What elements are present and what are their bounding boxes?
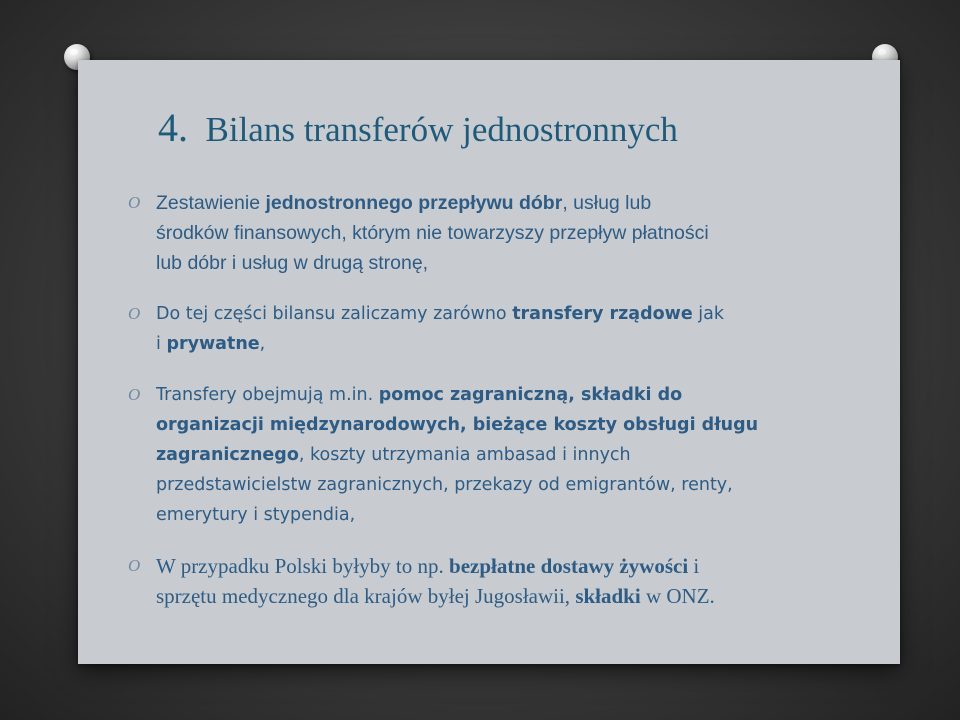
- bold-text: składki: [575, 584, 641, 608]
- bullet-marker-icon: O: [128, 556, 141, 575]
- text-segment: W przypadku Polski byłyby to np.: [156, 554, 450, 578]
- text-segment: Zestawienie: [156, 192, 266, 214]
- slide-title: [158, 104, 888, 154]
- bullet-line: [156, 500, 868, 530]
- bullet-marker-icon: O: [128, 304, 141, 323]
- text-segment: ,: [259, 334, 266, 354]
- text-segment: emerytury i stypendia,: [156, 505, 356, 525]
- bold-text: prywatne: [166, 334, 260, 354]
- bullet-list: [128, 188, 868, 611]
- bullet-line: [156, 551, 868, 581]
- text-segment: , koszty utrzymania ambasad i innych: [298, 445, 631, 465]
- bullet-marker-icon: O: [128, 385, 141, 404]
- bullet-item: [128, 380, 868, 530]
- title-text: Bilans transferów jednostronnych: [205, 110, 678, 149]
- bold-text: pomoc zagraniczną, składki do: [378, 385, 683, 405]
- bullet-text: [156, 380, 868, 530]
- bold-text: organizacji międzynarodowych, bieżące koszty obsługi długu: [156, 415, 759, 435]
- bullet-line: [156, 581, 868, 611]
- text-segment: Do tej części bilansu zaliczamy zarówno: [156, 304, 513, 324]
- text-segment: i: [688, 554, 700, 578]
- bullet-line: [156, 470, 868, 500]
- bullet-line: [156, 218, 868, 248]
- bullet-line: [156, 440, 868, 470]
- bullet-text: [156, 188, 868, 278]
- text-segment: sprzętu medycznego dla krajów byłej Jugosławii,: [156, 584, 576, 608]
- bullet-line: [156, 299, 868, 329]
- title-number: 4.: [158, 105, 188, 150]
- text-segment: jak: [692, 304, 724, 324]
- bullet-marker-icon: O: [128, 193, 141, 212]
- bullet-text: [156, 299, 868, 359]
- bullet-item: [128, 299, 868, 359]
- bullet-line: [156, 410, 868, 440]
- bullet-item: [128, 188, 868, 278]
- text-segment: w ONZ.: [640, 584, 715, 608]
- bullet-line: [156, 329, 868, 359]
- bold-text: jednostronnego przepływu dóbr: [265, 192, 563, 214]
- bullet-line: [156, 248, 868, 278]
- text-segment: , usług lub: [562, 192, 652, 214]
- text-segment: i: [156, 334, 167, 354]
- text-segment: środków finansowych, którym nie towarzyszy przepływ płatności: [156, 222, 709, 244]
- bullet-line: [156, 188, 868, 218]
- text-segment: Transfery obejmują m.in.: [156, 385, 379, 405]
- text-segment: lub dóbr i usług w drugą stronę,: [156, 252, 429, 274]
- text-segment: przedstawicielstw zagranicznych, przekazy od emigrantów, renty,: [156, 475, 733, 495]
- bold-text: bezpłatne dostawy żywości: [449, 554, 689, 578]
- bold-text: zagranicznego: [156, 445, 299, 465]
- bold-text: transfery rządowe: [512, 304, 693, 324]
- bullet-line: [156, 380, 868, 410]
- bullet-text: [156, 551, 868, 611]
- bullet-item: [128, 551, 868, 611]
